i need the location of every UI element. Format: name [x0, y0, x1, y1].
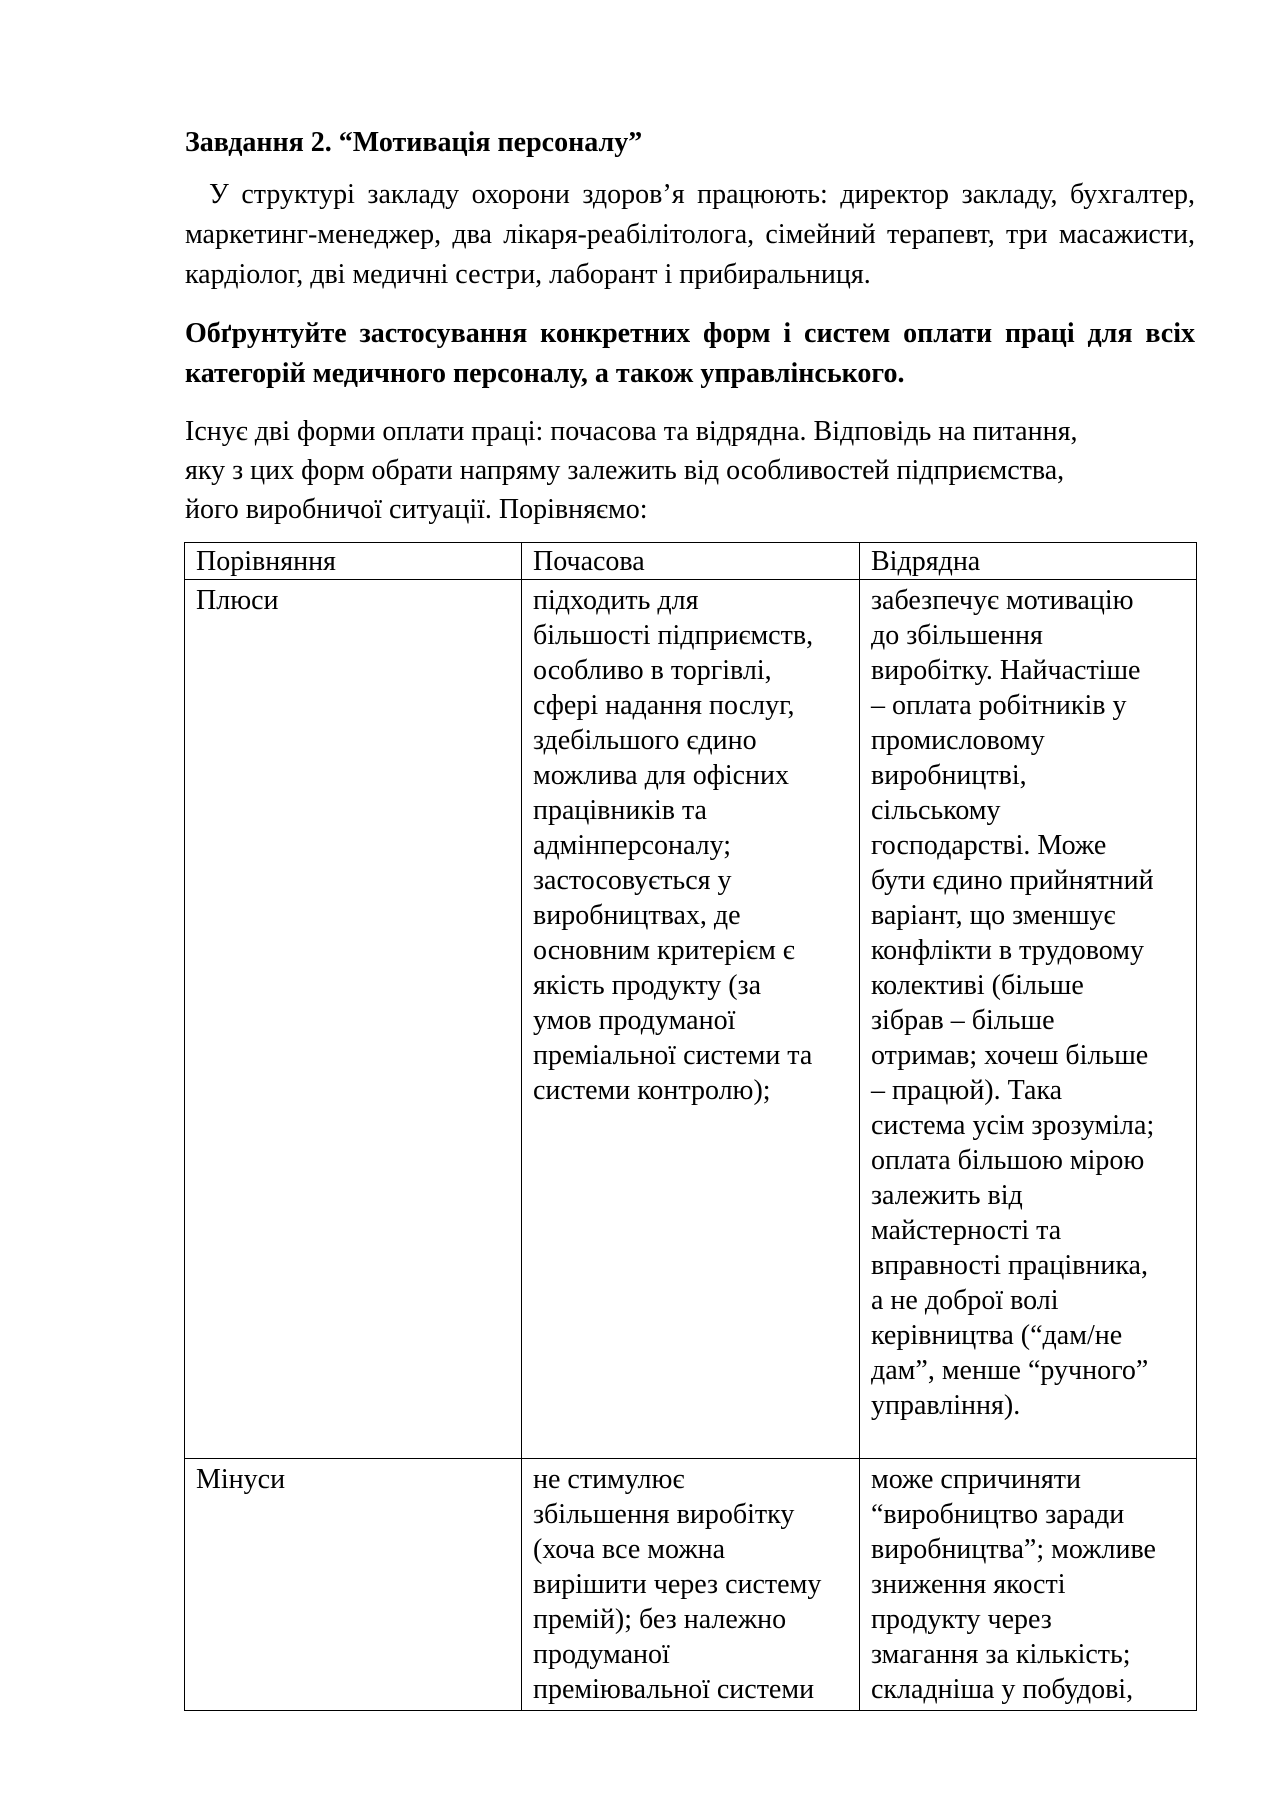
cell-text-line: продуманої — [533, 1639, 670, 1670]
cell-text-line: вирішити через систему — [533, 1569, 822, 1600]
row-label-pros: Плюси — [185, 580, 522, 1459]
cell-text-line: зниження якості — [871, 1569, 1066, 1600]
cell-text-line: зібрав – більше — [871, 1005, 1055, 1036]
cell-text-line: виробництвах, де — [533, 900, 741, 931]
cell-text-line: залежить від — [871, 1180, 1023, 1211]
table-row-pros — [185, 580, 1197, 1459]
cell-text-line: бути єдино прийнятний — [871, 865, 1154, 896]
cell-text-line: основним критерієм є — [533, 935, 795, 966]
cell-text-line: умов продуманої — [533, 1005, 736, 1036]
header-piece: Відрядна — [860, 543, 1197, 580]
cell-text-line: дам”, менше “ручного” — [871, 1355, 1149, 1386]
cell-text-line: майстерності та — [871, 1215, 1062, 1246]
cell-text-line: не стимулює — [533, 1464, 685, 1495]
answer-line: його виробничої ситуації. Порівняємо: — [185, 494, 648, 525]
table-row-cons — [185, 1459, 1197, 1711]
cell-text-line: може спричиняти — [871, 1464, 1081, 1495]
cell-text-line: якість продукту (за — [533, 970, 762, 1001]
cell-text-line: отримав; хочеш більше — [871, 1040, 1149, 1071]
cell-text-line: працівників та — [533, 795, 707, 826]
cell-text-line: забезпечує мотивацію — [871, 585, 1134, 616]
cell-text-line: – працюй). Така — [871, 1075, 1063, 1106]
cell-text-line: системи контролю); — [533, 1075, 771, 1106]
cell-text-line: премій); без належно — [533, 1604, 787, 1635]
cell-text-line: здебільшого єдино — [533, 725, 757, 756]
answer-line: Існує дві форми оплати праці: почасова та відрядна. Відповідь на питання, — [185, 416, 1078, 447]
comparison-table — [184, 542, 1197, 1711]
cell-text-line: промисловому — [871, 725, 1045, 756]
cell-text-line: сфері надання послуг, — [533, 690, 795, 721]
cell-text-line: господарстві. Може — [871, 830, 1107, 861]
cell-text-line: підходить для — [533, 585, 699, 616]
cell-text-line: змагання за кількість; — [871, 1639, 1131, 1670]
header-hourly: Почасова — [522, 543, 860, 580]
task-statement: Обґрунтуйте застосування конкретних форм і систем оплати праці для всіх категорій медичного персоналу, а також управлінського. — [185, 318, 1195, 389]
row-label-cons: Мінуси — [185, 1459, 522, 1711]
cell-text-line: виробництві, — [871, 760, 1027, 791]
intro-paragraph: У структурі закладу охорони здоров’я працюють: директор закладу, бухгалтер, маркетинг-менеджер, два лікаря-реабілітолога, сімейний терапевт, три масажисти, кардіолог, дві медичні сестри, лаборант і прибиральниця. — [185, 179, 1195, 290]
cell-text-line: варіант, що зменшує — [871, 900, 1116, 931]
cell-text-line: адмінперсоналу; — [533, 830, 732, 861]
cell-text-line: збільшення виробітку — [533, 1499, 795, 1530]
cell-text-line: вправності працівника, — [871, 1250, 1148, 1281]
cell-text-line: більшості підприємств, — [533, 620, 814, 651]
cell-text-line: застосовується у — [533, 865, 732, 896]
cell-text-line: а не доброї волі — [871, 1285, 1059, 1316]
pros-piece-cell — [860, 580, 1197, 1459]
cell-text-line: система усім зрозуміла; — [871, 1110, 1155, 1141]
cell-text-line: управління). — [871, 1390, 1021, 1421]
cell-text-line: оплата більшою мірою — [871, 1145, 1145, 1176]
answer-paragraph — [185, 412, 1195, 529]
cell-text-line: до збільшення — [871, 620, 1043, 651]
cell-text-line: сільському — [871, 795, 1001, 826]
cell-text-line: виробництва”; можливе — [871, 1534, 1156, 1565]
cons-hourly-cell — [522, 1459, 860, 1711]
cell-text-line: – оплата робітників у — [871, 690, 1127, 721]
cell-text-line: преміювальної системи — [533, 1674, 815, 1705]
cell-text-line: особливо в торгівлі, — [533, 655, 772, 686]
cell-text-line: складніша у побудові, — [871, 1674, 1134, 1705]
cell-text-line: можлива для офісних — [533, 760, 790, 791]
pros-hourly-cell — [522, 580, 860, 1459]
cell-text-line: конфлікти в трудовому — [871, 935, 1144, 966]
cell-text-line: колективі (більше — [871, 970, 1084, 1001]
cell-text-line: “виробництво заради — [871, 1499, 1125, 1530]
cell-text-line: продукту через — [871, 1604, 1052, 1635]
cell-text-line: преміальної системи та — [533, 1040, 813, 1071]
header-comparison: Порівняння — [185, 543, 522, 580]
task-heading: Завдання 2. “Мотивація персоналу” — [185, 127, 643, 158]
cell-text-line: керівництва (“дам/не — [871, 1320, 1123, 1351]
answer-line: яку з цих форм обрати напряму залежить від особливостей підприємства, — [185, 455, 1065, 486]
cell-text-line: (хоча все можна — [533, 1534, 726, 1565]
cell-text-line: виробітку. Найчастіше — [871, 655, 1141, 686]
cons-piece-cell — [860, 1459, 1197, 1711]
table-header-row — [185, 543, 1197, 580]
